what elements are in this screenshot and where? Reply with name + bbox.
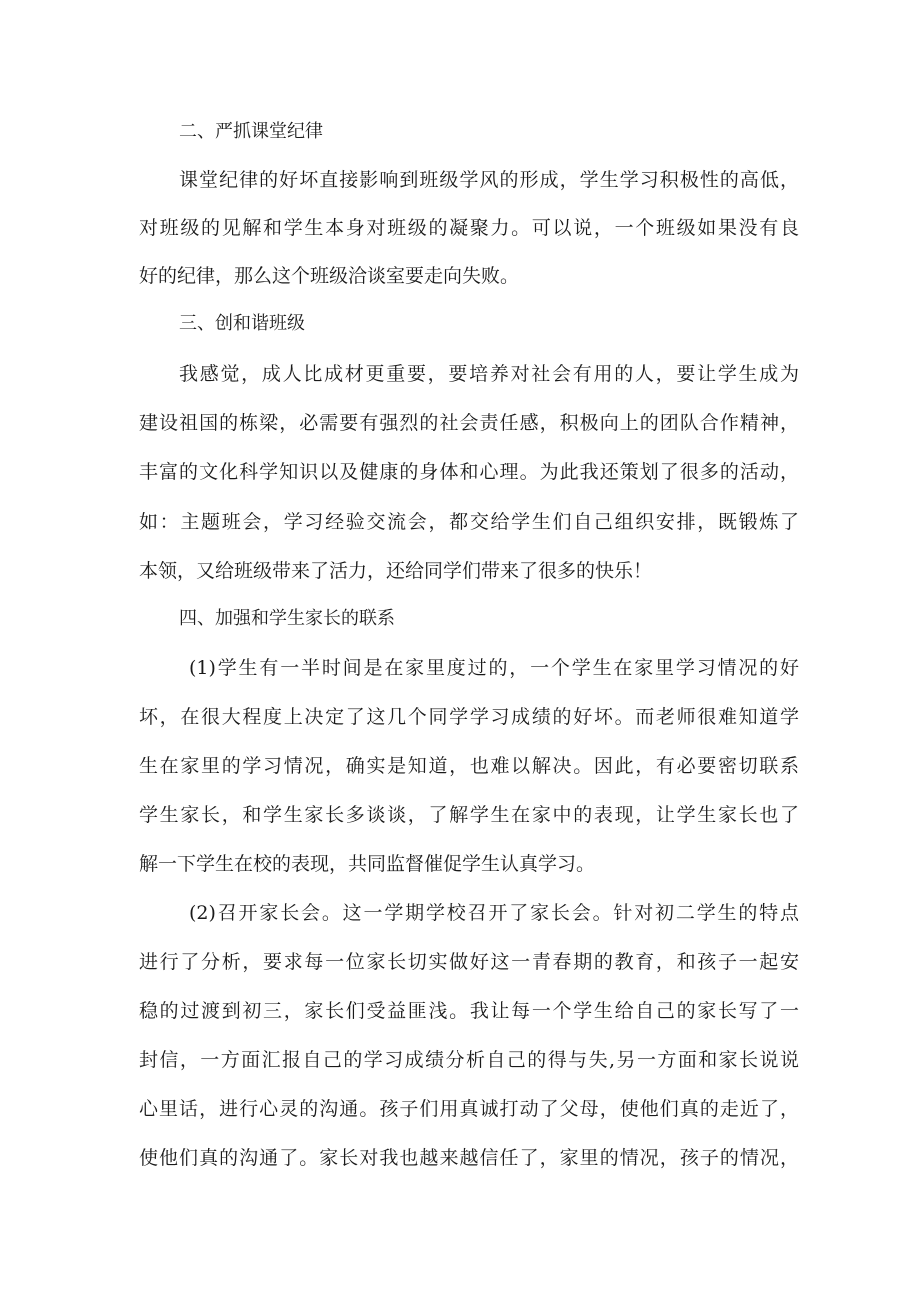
- paragraph-line: 心里话，进行心灵的沟通。孩子们用真诚打动了父母，使他们真的走近了，: [139, 1098, 799, 1120]
- paragraph-line: 学生家长，和学生家长多谈谈，了解学生在家中的表现，让学生家长也了: [139, 804, 799, 826]
- paragraph-line: 进行了分析，要求每一位家长切实做好这一青春期的教育，和孩子一起安: [139, 951, 799, 973]
- section-heading: 四、加强和学生家长的联系: [179, 608, 395, 629]
- paragraph-line: 生在家里的学习情况，确实是知道，也难以解决。因此，有必要密切联系: [139, 755, 799, 777]
- section-heading: 三、创和谐班级: [179, 313, 305, 334]
- paragraph-line: 我感觉，成人比成材更重要，要培养对社会有用的人，要让学生成为: [179, 363, 799, 385]
- paragraph-line: (1)学生有一半时间是在家里度过的，一个学生在家里学习情况的好: [189, 657, 799, 679]
- paragraph-line: 解一下学生在校的表现，共同监督催促学生认真学习。: [139, 853, 596, 875]
- paragraph-line: 丰富的文化科学知识以及健康的身体和心理。为此我还策划了很多的活动，: [139, 461, 799, 483]
- paragraph-line: 坏，在很大程度上决定了这几个同学学习成绩的好坏。而老师很难知道学: [139, 706, 799, 728]
- paragraph-line: 稳的过渡到初三，家长们受益匪浅。我让每一个学生给自己的家长写了一: [139, 1000, 799, 1022]
- paragraph-line: 本领，又给班级带来了活力，还给同学们带来了很多的快乐！: [139, 560, 653, 582]
- paragraph-line: 如：主题班会，学习经验交流会，都交给学生们自己组织安排，既锻炼了: [139, 511, 799, 533]
- paragraph-line: 好的纪律，那么这个班级洽谈室要走向失败。: [139, 265, 520, 287]
- paragraph-line: 建设祖国的栋梁，必需要有强烈的社会责任感，积极向上的团队合作精神，: [139, 412, 799, 434]
- paragraph-line: (2)召开家长会。这一学期学校召开了家长会。针对初二学生的特点: [189, 902, 799, 924]
- section-heading: 二、严抓课堂纪律: [179, 121, 323, 142]
- paragraph-line: 对班级的见解和学生本身对班级的凝聚力。可以说，一个班级如果没有良: [139, 217, 799, 239]
- paragraph-line: 使他们真的沟通了。家长对我也越来越信任了，家里的情况，孩子的情况，: [139, 1147, 799, 1169]
- paragraph-line: 课堂纪律的好坏直接影响到班级学风的形成，学生学习积极性的高低，: [179, 169, 799, 191]
- paragraph-line: 封信，一方面汇报自己的学习成绩分析自己的得与失,另一方面和家长说说: [139, 1049, 799, 1071]
